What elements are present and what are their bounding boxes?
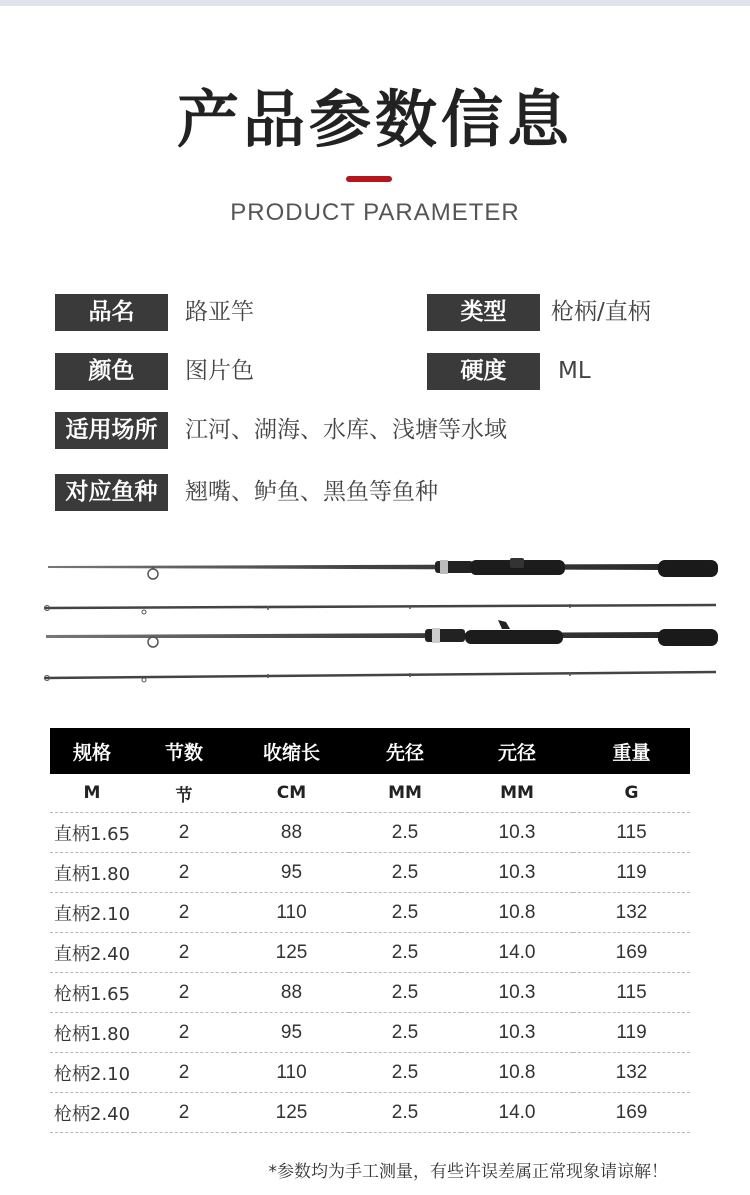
unit-closed-length: CM	[234, 774, 349, 813]
cell-butt-diameter: 10.3	[461, 1013, 573, 1053]
cell-tip-diameter: 2.5	[349, 1093, 461, 1133]
cell-closed-length: 95	[234, 1013, 349, 1053]
cell-spec: 枪柄2.10	[50, 1053, 134, 1093]
header-sections: 节数	[134, 728, 234, 774]
fish-label: 对应鱼种	[55, 474, 168, 511]
unit-butt-diameter: MM	[461, 774, 573, 813]
cell-weight: 169	[573, 933, 690, 973]
cell-sections: 2	[134, 973, 234, 1013]
cell-tip-diameter: 2.5	[349, 853, 461, 893]
title-accent-line	[346, 176, 392, 182]
cell-sections: 2	[134, 1053, 234, 1093]
cell-closed-length: 110	[234, 1053, 349, 1093]
cell-weight: 115	[573, 813, 690, 853]
cell-weight: 119	[573, 1013, 690, 1053]
cell-closed-length: 95	[234, 853, 349, 893]
cell-tip-diameter: 2.5	[349, 1053, 461, 1093]
place-label: 适用场所	[55, 412, 168, 449]
cell-tip-diameter: 2.5	[349, 813, 461, 853]
header-tip-diameter: 先径	[349, 728, 461, 774]
cell-butt-diameter: 10.8	[461, 893, 573, 933]
color-value: 图片色	[185, 358, 254, 384]
table-row	[50, 933, 690, 973]
table-header-row	[50, 728, 690, 774]
table-row	[50, 1093, 690, 1133]
place-value: 江河、湖海、水库、浅塘等水域	[185, 417, 507, 443]
table-row	[50, 813, 690, 853]
color-label: 颜色	[55, 353, 168, 390]
table-row	[50, 893, 690, 933]
cell-sections: 2	[134, 933, 234, 973]
type-label: 类型	[427, 294, 540, 331]
cell-weight: 119	[573, 853, 690, 893]
name-value: 路亚竿	[185, 299, 254, 325]
cell-spec: 直柄2.10	[50, 893, 134, 933]
page-title: 产品参数信息	[176, 83, 573, 156]
unit-weight: G	[573, 774, 690, 813]
spec-table	[50, 728, 690, 1133]
cell-butt-diameter: 14.0	[461, 933, 573, 973]
cell-butt-diameter: 10.3	[461, 813, 573, 853]
rod-spinning-tip	[44, 604, 716, 614]
cell-sections: 2	[134, 893, 234, 933]
cell-closed-length: 125	[234, 1093, 349, 1133]
cell-spec: 直柄1.80	[50, 853, 134, 893]
table-row	[50, 1053, 690, 1093]
cell-weight: 169	[573, 1093, 690, 1133]
hardness-value: ML	[558, 358, 591, 384]
rod-casting-tip	[44, 672, 716, 682]
cell-spec: 直柄1.65	[50, 813, 134, 853]
header-butt-diameter: 元径	[461, 728, 573, 774]
cell-weight: 132	[573, 1053, 690, 1093]
name-label: 品名	[55, 294, 168, 331]
cell-closed-length: 88	[234, 973, 349, 1013]
cell-sections: 2	[134, 813, 234, 853]
cell-spec: 枪柄2.40	[50, 1093, 134, 1133]
cell-closed-length: 88	[234, 813, 349, 853]
cell-sections: 2	[134, 1013, 234, 1053]
rod-spinning-butt	[48, 558, 718, 579]
cell-closed-length: 110	[234, 893, 349, 933]
table-row	[50, 1013, 690, 1053]
measurement-note: *参数均为手工测量，有些许误差属正常现象请谅解！	[268, 1162, 668, 1182]
table-units-row	[50, 774, 690, 813]
fishing-rods-image	[40, 550, 730, 700]
table-row	[50, 973, 690, 1013]
cell-closed-length: 125	[234, 933, 349, 973]
table-row	[50, 853, 690, 893]
cell-tip-diameter: 2.5	[349, 933, 461, 973]
cell-sections: 2	[134, 853, 234, 893]
cell-sections: 2	[134, 1093, 234, 1133]
rod-casting-butt	[46, 620, 718, 647]
cell-tip-diameter: 2.5	[349, 973, 461, 1013]
unit-spec: M	[50, 774, 134, 813]
cell-spec: 枪柄1.65	[50, 973, 134, 1013]
header-weight: 重量	[573, 728, 690, 774]
cell-spec: 直柄2.40	[50, 933, 134, 973]
cell-spec: 枪柄1.80	[50, 1013, 134, 1053]
cell-tip-diameter: 2.5	[349, 1013, 461, 1053]
header-spec: 规格	[50, 728, 134, 774]
cell-weight: 132	[573, 893, 690, 933]
top-border	[0, 0, 750, 6]
cell-butt-diameter: 10.8	[461, 1053, 573, 1093]
cell-tip-diameter: 2.5	[349, 893, 461, 933]
header-closed-length: 收缩长	[234, 728, 349, 774]
type-value: 枪柄/直柄	[551, 299, 651, 325]
cell-weight: 115	[573, 973, 690, 1013]
cell-butt-diameter: 14.0	[461, 1093, 573, 1133]
cell-butt-diameter: 10.3	[461, 973, 573, 1013]
fish-value: 翘嘴、鲈鱼、黑鱼等鱼种	[185, 479, 438, 505]
cell-butt-diameter: 10.3	[461, 853, 573, 893]
unit-sections: 节	[134, 774, 234, 813]
unit-tip-diameter: MM	[349, 774, 461, 813]
page-subtitle: PRODUCT PARAMETER	[230, 199, 520, 226]
hardness-label: 硬度	[427, 353, 540, 390]
